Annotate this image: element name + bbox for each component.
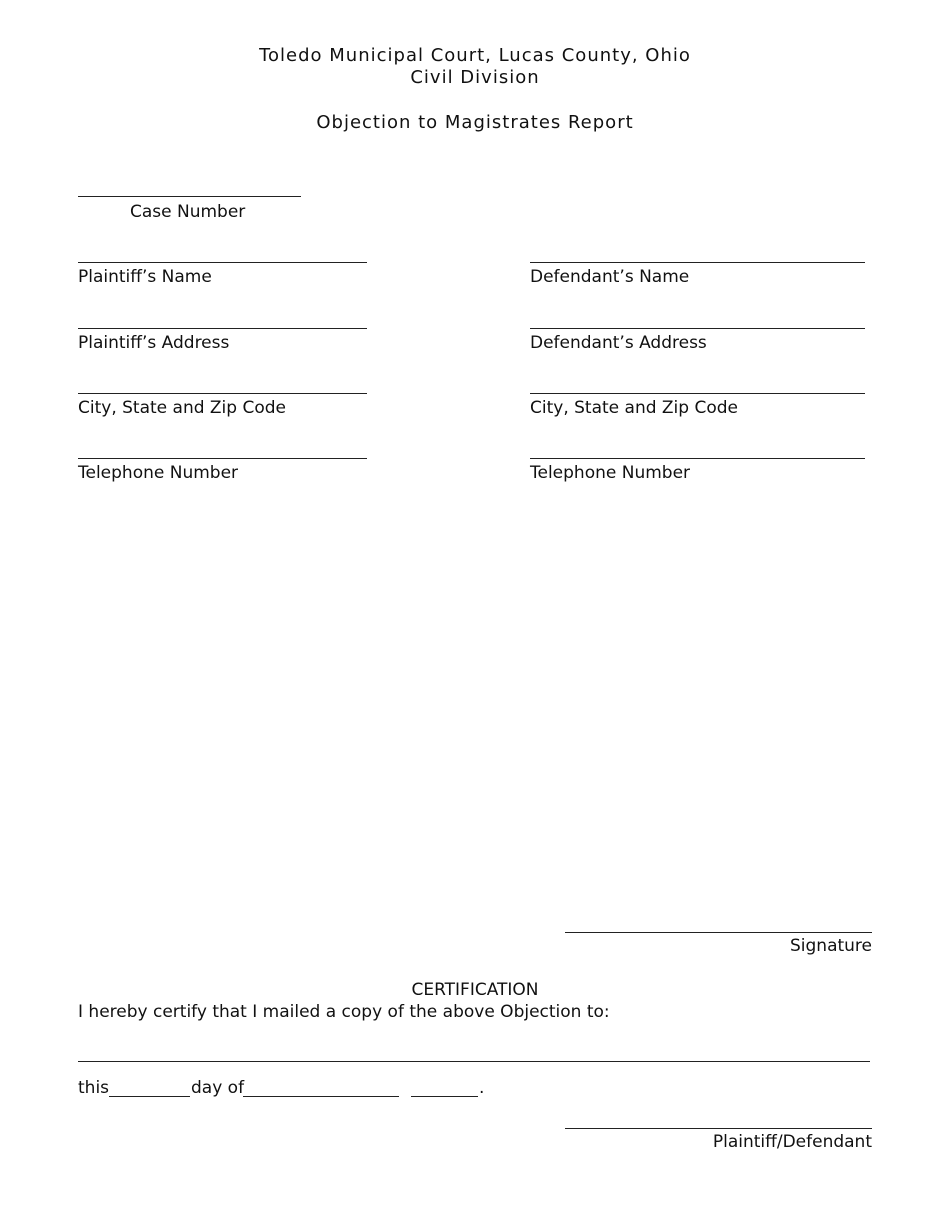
division-name: Civil Division: [410, 67, 540, 88]
document-title: Objection to Magistrates Report: [316, 112, 634, 133]
defendant-name-label: Defendant’s Name: [530, 267, 690, 287]
plaintiff-phone-line[interactable]: [78, 458, 367, 460]
plaintiff-address-label: Plaintiff’s Address: [78, 333, 230, 353]
certification-statement: I hereby certify that I mailed a copy of the above Objection to:: [78, 1002, 610, 1022]
day-of-word: day of: [191, 1078, 245, 1098]
this-word: this: [78, 1078, 110, 1098]
plaintiff-address-line[interactable]: [78, 328, 367, 330]
signature-line[interactable]: [565, 932, 872, 934]
defendant-city-label: City, State and Zip Code: [530, 398, 739, 418]
plaintiff-name-label: Plaintiff’s Name: [78, 267, 212, 287]
plaintiff-city-line[interactable]: [78, 393, 367, 395]
signer-line[interactable]: [565, 1128, 872, 1130]
recipient-line[interactable]: [78, 1061, 870, 1063]
plaintiff-name-line[interactable]: [78, 262, 367, 264]
month-blank[interactable]: [243, 1096, 399, 1098]
court-name: Toledo Municipal Court, Lucas County, Ohio: [259, 45, 691, 66]
plaintiff-city-label: City, State and Zip Code: [78, 398, 287, 418]
defendant-address-label: Defendant’s Address: [530, 333, 707, 353]
certification-heading: CERTIFICATION: [411, 980, 539, 1000]
defendant-city-line[interactable]: [530, 393, 865, 395]
case-number-line[interactable]: [78, 196, 301, 198]
defendant-phone-label: Telephone Number: [530, 463, 691, 483]
defendant-phone-line[interactable]: [530, 458, 865, 460]
date-period: .: [479, 1078, 485, 1098]
signer-label: Plaintiff/Defendant: [712, 1132, 872, 1152]
defendant-name-line[interactable]: [530, 262, 865, 264]
plaintiff-phone-label: Telephone Number: [78, 463, 239, 483]
signature-label: Signature: [789, 936, 872, 956]
year-blank[interactable]: [411, 1096, 478, 1098]
case-number-label: Case Number: [130, 202, 246, 222]
day-blank[interactable]: [109, 1096, 190, 1098]
defendant-address-line[interactable]: [530, 328, 865, 330]
